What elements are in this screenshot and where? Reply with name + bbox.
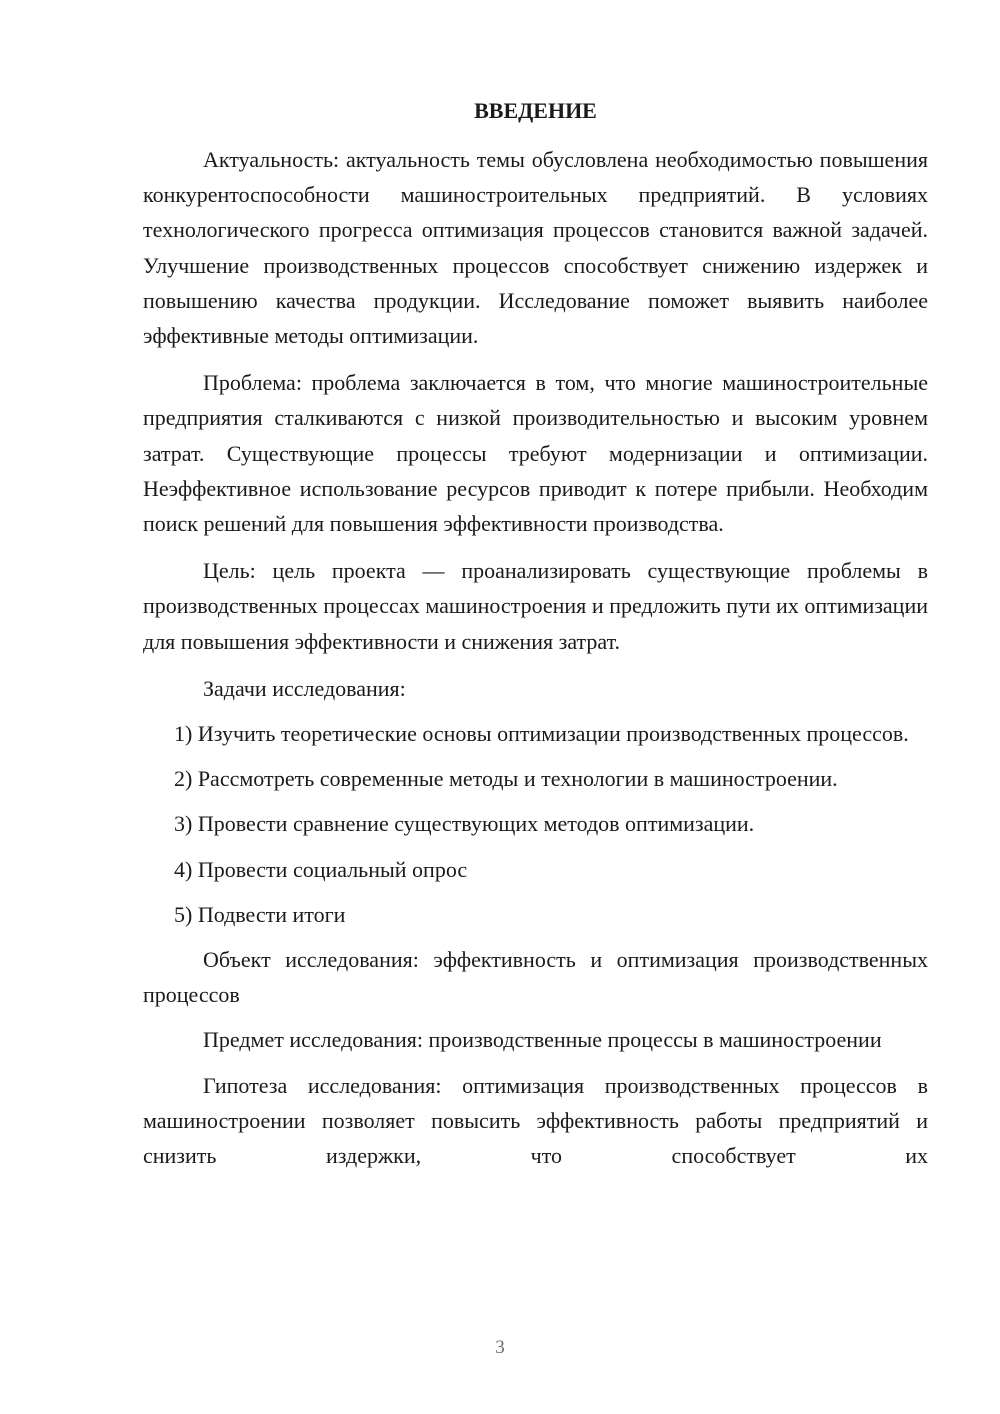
paragraph-hypothesis: Гипотеза исследования: оптимизация производственных процессов в машиностроении позволяет повысить эффективность работы предприятий и снизить издержки, что способствует их <box>143 1072 928 1169</box>
paragraph-goal: Цель: цель проекта — проанализировать существующие проблемы в производственных процессах машиностроения и предложить пути их оптимизации для повышения эффективности и снижения затрат. <box>143 558 928 654</box>
document-body <box>143 142 928 1173</box>
paragraph-problem: Проблема: проблема заключается в том, что многие машиностроительные предприятия сталкиваются с низкой производительностью и высоким уровнем затрат. Существующие процессы требуют модернизации и оптимизации. Неэффективное использование ресурсов приводит к потере прибыли. Необходим поиск решений для повышения эффективности производства. <box>143 370 928 537</box>
task-item-5: 5) Подвести итоги <box>174 901 346 927</box>
tasks-title: Задачи исследования: <box>203 675 406 701</box>
paragraph-object: Объект исследования: эффективность и оптимизация производственных процессов <box>143 947 928 1008</box>
task-item-1: 1) Изучить теоретические основы оптимизации производственных процессов. <box>174 721 909 747</box>
task-item-3: 3) Провести сравнение существующих методов оптимизации. <box>174 811 755 837</box>
paragraph-relevance: Актуальность: актуальность темы обусловлена необходимостью повышения конкурентоспособности машиностроительных предприятий. В условиях технологического прогресса оптимизация процессов становится важной задачей. Улучшение производственных процессов способствует снижению издержек и повышению качества продукции. Исследование поможет выявить наиболее эффективные методы оптимизации. <box>143 147 928 349</box>
paragraph-subject: Предмет исследования: производственные процессы в машиностроении <box>203 1027 882 1053</box>
task-item-4: 4) Провести социальный опрос <box>174 856 468 882</box>
task-item-2: 2) Рассмотреть современные методы и технологии в машиностроении. <box>174 766 838 792</box>
page-number: 3 <box>495 1337 505 1358</box>
section-heading: ВВЕДЕНИЕ <box>474 98 597 123</box>
